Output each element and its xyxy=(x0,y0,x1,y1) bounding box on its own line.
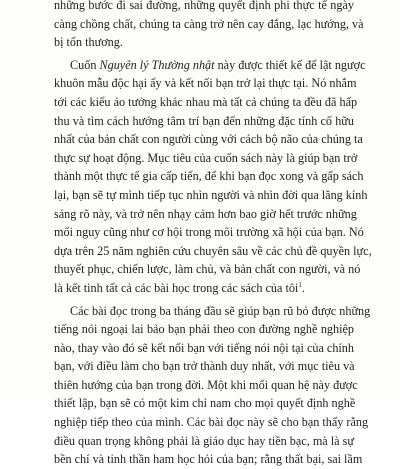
text-line: thiết lập, bạn sẽ có một kim chỉ nam cho mọi quyết định nghề xyxy=(54,396,356,411)
text-line: tiếng nói ngoại lai bảo bạn phải theo con đường nghề nghiệp xyxy=(54,322,354,337)
text-line: bị tổn thương. xyxy=(54,35,123,50)
text-line: mối nguy cũng như cơ hội trong môi trường xã hội của bạn. Nó xyxy=(54,225,364,240)
text-line: điều quan trọng không phải là giáo dục hay tiền bạc, mà là sự xyxy=(54,433,354,448)
text-line: những bước đi sai đường, những quyết định phi thực tế ngày xyxy=(54,0,354,12)
text-line: dựa trên 25 năm nghiên cứu chuyên sâu về các chủ đề quyền lực, xyxy=(54,243,372,258)
book-title: Nguyên lý Thường nhật xyxy=(99,57,215,72)
text-line: nào, thay vào đó sẽ kết nối bạn với tiếng nói nội tại của chính xyxy=(54,340,354,355)
text-line: nghiệp tiếp theo của mình. Các bài đọc này sẽ cho bạn thấy rằng xyxy=(54,415,369,430)
text-line: thuyết phục, chiến lược, làm chủ, và bản chất con người, và nó xyxy=(54,262,361,277)
text-line: là kết tinh tất cả các bài học trong các sách của tôi$^1$. xyxy=(54,280,305,295)
text-line: nhất của bản chất con người cùng với cách bộ não của chúng ta xyxy=(54,132,363,147)
text-line: Cuốn Nguyên lý Thường nhật này được thiết kế để lật ngược xyxy=(70,57,366,72)
body-text xyxy=(54,0,372,469)
text-line: tới các kiểu ảo tưởng khác nhau mà tất cả chúng ta đều đã hấp xyxy=(54,94,358,109)
text-line: thực sự hoạt động. Mục tiêu của cuốn sách này là giúp bạn trở xyxy=(54,150,358,165)
paragraph-3 xyxy=(54,302,371,469)
text-line: thiên hướng của bạn trong đời. Một khi mối quan hệ này được xyxy=(54,377,358,392)
text-line: thành một thực tế gia cấp tiến, để khi bạn đọc xong và gấp sách xyxy=(54,169,364,184)
text-line: khuôn mẫu độc hại ấy và kết nối bạn trở lại thực tại. Nó nhắm xyxy=(54,76,357,91)
paragraph-2 xyxy=(54,56,372,298)
text-line: lại, bạn sẽ tự mình tiếp tục nhìn người và nhìn đời qua lăng kính xyxy=(54,187,368,202)
text-line: Các bài đọc trong ba tháng đầu sẽ giúp bạn rũ bỏ được những xyxy=(70,303,371,318)
text-line: bền chí và tinh thần ham học hỏi của bạn; rằng thất bại, sai lầm xyxy=(54,452,363,467)
text-line: sáng rõ này, và trở nên nhạy cảm hơn bao giờ hết trước những xyxy=(54,206,357,221)
text-line: thu và tìm cách hướng tâm trí bạn đến những đặc tính cố hữu xyxy=(54,113,354,128)
footnote-marker: 1 xyxy=(298,280,302,289)
paragraph-1 xyxy=(54,0,364,52)
text-line: càng chồng chất, chúng ta càng trở nên cay đắng, lạc hướng, và xyxy=(54,16,364,31)
text-line: bạn, với điều làm cho bạn trở thành duy nhất, với mục tiêu và xyxy=(54,359,355,374)
